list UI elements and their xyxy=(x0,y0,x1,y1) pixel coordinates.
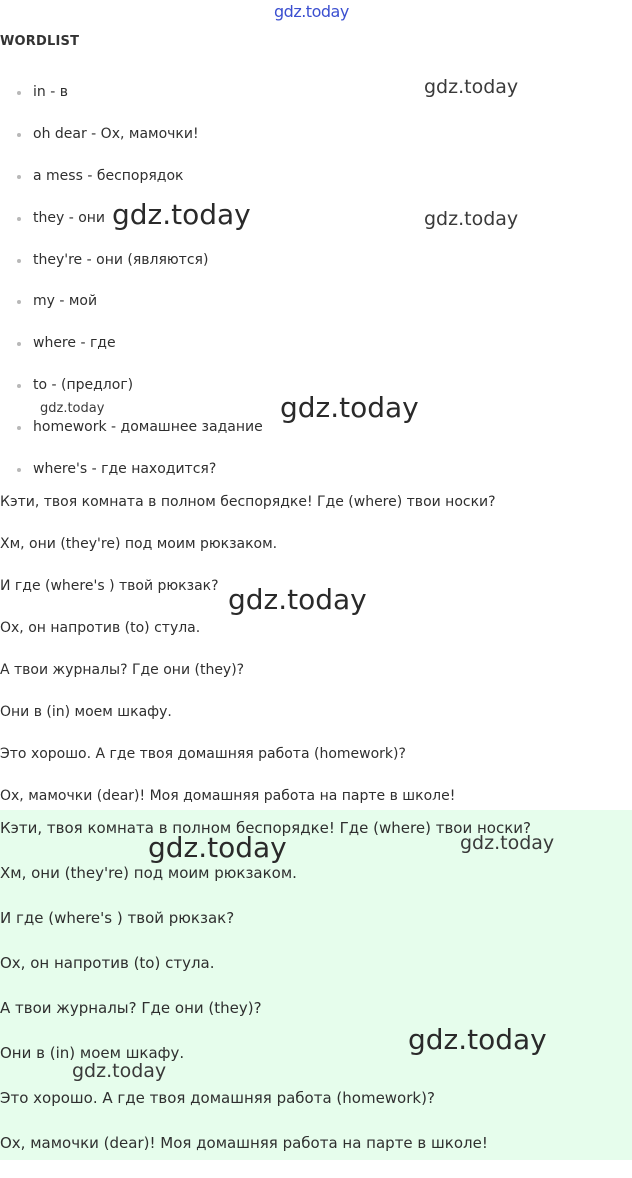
answer-text xyxy=(0,818,531,1178)
list-item xyxy=(0,331,263,373)
dialog-line: Хм, они (they're) под моим рюкзаком. xyxy=(0,536,278,552)
list-item xyxy=(0,122,263,164)
answer-line: Хм, они (they're) под моим рюкзаком. xyxy=(0,864,297,882)
bullet-icon xyxy=(17,133,21,137)
bullet-icon xyxy=(17,426,21,430)
wordlist-entry: they - они xyxy=(33,209,106,226)
watermark: gdz.today xyxy=(40,401,105,416)
bullet-icon xyxy=(17,91,21,95)
list-item xyxy=(0,248,263,290)
watermark: gdz.today xyxy=(148,831,287,864)
watermark: gdz.today xyxy=(424,208,519,230)
bullet-icon xyxy=(17,217,21,221)
dialog-line: Они в (in) моем шкафу. xyxy=(0,704,172,720)
answer-line: Ох, мамочки (dear)! Моя домашняя работа на парте в школе! xyxy=(0,1134,488,1152)
dialog-line: Ох, он напротив (to) стула. xyxy=(0,620,201,636)
answer-line: И где (where's ) твой рюкзак? xyxy=(0,909,235,927)
wordlist-heading: WORDLIST xyxy=(0,34,80,49)
answer-line: А твои журналы? Где они (they)? xyxy=(0,999,262,1017)
list-item xyxy=(0,289,263,331)
bullet-icon xyxy=(17,468,21,472)
wordlist xyxy=(0,80,263,499)
wordlist-entry: oh dear - Ох, мамочки! xyxy=(33,125,199,142)
dialog-text xyxy=(0,492,496,828)
list-item xyxy=(0,206,263,248)
watermark: gdz.today xyxy=(228,583,367,616)
wordlist-entry: my - мой xyxy=(33,293,98,310)
watermark: gdz.today xyxy=(460,832,555,854)
wordlist-entry: to - (предлог) xyxy=(33,377,134,394)
list-item xyxy=(0,415,263,457)
list-item xyxy=(0,164,263,206)
wordlist-entry: in - в xyxy=(33,84,68,100)
list-item xyxy=(0,373,263,415)
dialog-line: И где (where's ) твой рюкзак? xyxy=(0,578,219,594)
answer-line: Они в (in) моем шкафу. xyxy=(0,1044,185,1062)
answer-line: Это хорошо. А где твоя домашняя работа (homework)? xyxy=(0,1089,435,1107)
dialog-line: Ох, мамочки (dear)! Моя домашняя работа на парте в школе! xyxy=(0,788,456,804)
wordlist-entry: homework - домашнее задание xyxy=(33,419,263,436)
dialog-line: А твои журналы? Где они (they)? xyxy=(0,662,245,678)
watermark: gdz.today xyxy=(424,76,519,98)
dialog-line: Кэти, твоя комната в полном беспорядке! Где (where) твои носки? xyxy=(0,494,496,510)
wordlist-entry: a mess - беспорядок xyxy=(33,167,184,184)
bullet-icon xyxy=(17,175,21,179)
bullet-icon xyxy=(17,342,21,346)
wordlist-entry: where's - где находится? xyxy=(33,461,217,478)
list-item xyxy=(0,80,263,122)
answer-line: Ох, он напротив (to) стула. xyxy=(0,954,215,972)
bullet-icon xyxy=(17,300,21,304)
watermark: gdz.today xyxy=(72,1060,167,1082)
wordlist-entry: where - где xyxy=(33,335,116,352)
top-watermark: gdz.today xyxy=(274,2,349,21)
bullet-icon xyxy=(17,384,21,388)
watermark: gdz.today xyxy=(112,198,251,231)
wordlist-entry: they're - они (являются) xyxy=(33,251,209,268)
watermark: gdz.today xyxy=(408,1023,547,1056)
bullet-icon xyxy=(17,259,21,263)
watermark: gdz.today xyxy=(280,391,419,424)
dialog-line: Это хорошо. А где твоя домашняя работа (homework)? xyxy=(0,746,406,762)
answer-line: Кэти, твоя комната в полном беспорядке! Где (where) твои носки? xyxy=(0,819,531,837)
